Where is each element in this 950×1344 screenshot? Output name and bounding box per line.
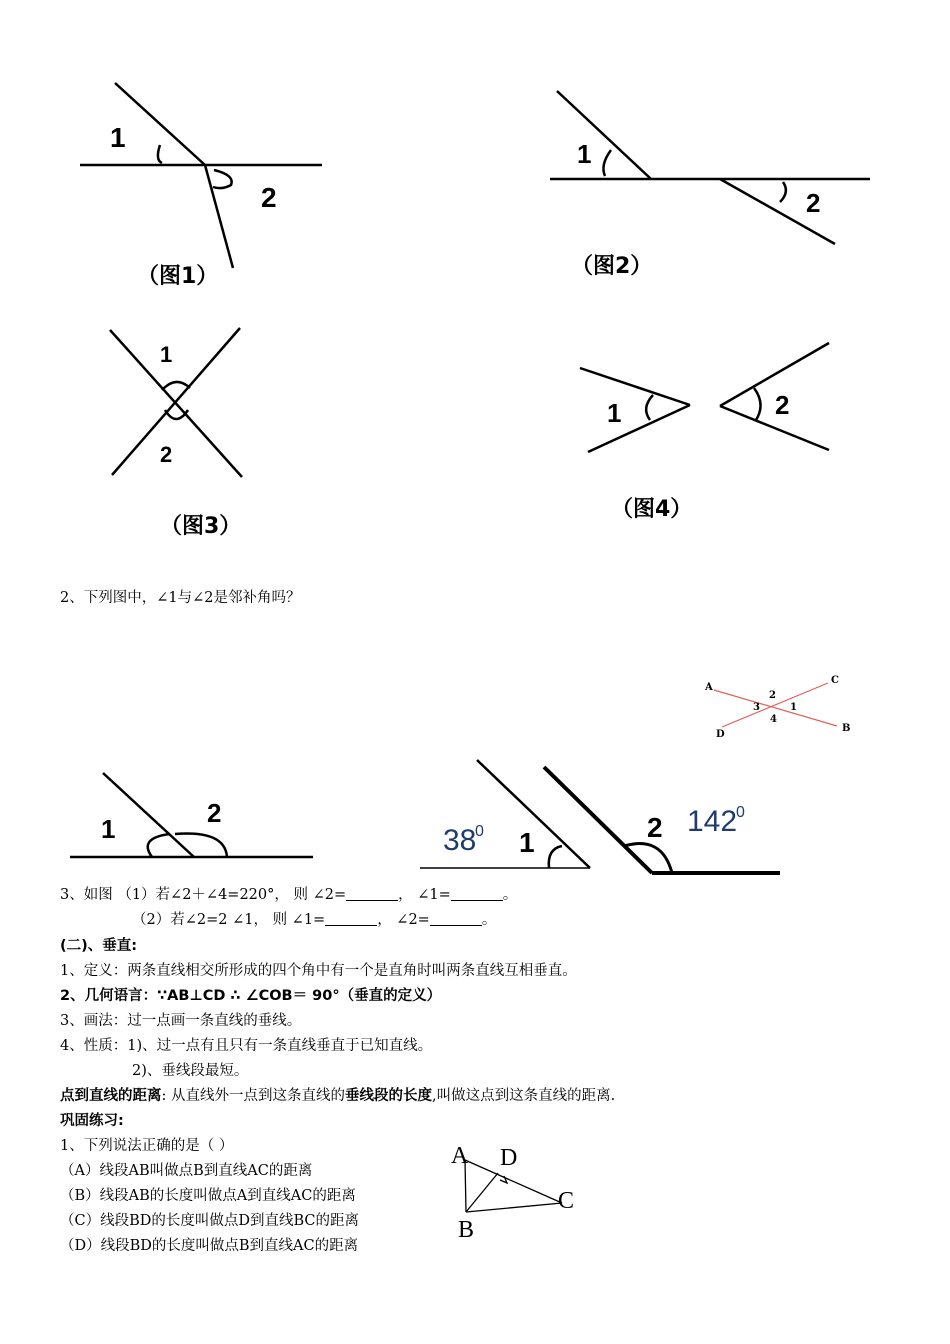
triangle-point-c: C: [558, 1188, 575, 1214]
fig6-angle1-arc: [549, 846, 562, 868]
distance-text-a: : 从直线外一点到这条直线的: [161, 1088, 345, 1104]
segment-bd: [466, 1173, 498, 1212]
point-c-label: C: [831, 675, 839, 686]
question-3-line-2: [132, 911, 496, 929]
triangle-point-b: B: [458, 1217, 475, 1243]
fig1-upper-ray: [115, 83, 205, 165]
fig4-angle1-label: 1: [607, 398, 622, 428]
fig6-angle2-label: 2: [647, 812, 663, 843]
geometry-language-item: 2、几何语言：∵AB⊥CD ∴ ∠COB＝ 90°（垂直的定义）: [60, 988, 442, 1004]
cross-angle1-label: 1: [790, 702, 797, 713]
fig2-angle1-label: 1: [577, 139, 592, 169]
figure-1: [80, 83, 322, 268]
fig1-angle2-arc: [213, 170, 232, 188]
cross-angle3-label: 3: [753, 702, 760, 713]
property-item-2: 2)、垂线段最短。: [132, 1063, 249, 1079]
mcq-question: 1、下列说法正确的是（ ）: [60, 1138, 234, 1154]
answer-blank-angle1-b[interactable]: [325, 911, 377, 926]
distance-definition: [60, 1087, 615, 1105]
mcq-option-c[interactable]: （C）线段BD的长度叫做点D到直线BC的距离: [60, 1213, 360, 1229]
fig4-angle2-arc: [754, 388, 761, 420]
fig1-angle2-label: 2: [261, 182, 277, 213]
fig2-angle1-arc: [603, 150, 611, 176]
figure-3: [110, 328, 242, 477]
fig1-angle1-label: 1: [110, 122, 126, 153]
fig3-angle2-label: 2: [160, 442, 173, 467]
q3-line2-text-b: ， ∠2=: [377, 912, 430, 928]
fig4-angle1-arc: [646, 395, 653, 420]
fig4-angle2-label: 2: [775, 390, 790, 420]
answer-blank-angle2-b[interactable]: [430, 911, 482, 926]
fig6-degree-142-sup: 0: [736, 804, 745, 821]
fig3-caption: （图3）: [160, 514, 242, 539]
fig2-angle2-arc: [780, 182, 786, 202]
definition-item: 1、定义：两条直线相交所形成的四个角中有一个是直角时叫两条直线互相垂直。: [60, 963, 577, 979]
point-d-label: D: [716, 729, 725, 740]
mcq-option-a[interactable]: （A）线段AB叫做点B到直线AC的距离: [60, 1163, 313, 1179]
section-title-perpendicular: (二)、垂直:: [60, 938, 138, 954]
fig5-angle2-label: 2: [207, 798, 222, 828]
fig4-caption: （图4）: [611, 497, 693, 522]
drawing-method-item: 3、画法：过一点画一条直线的垂线。: [60, 1013, 302, 1029]
fig6-degree-38: 38: [443, 824, 477, 857]
answer-blank-angle1[interactable]: [451, 886, 503, 901]
practice-title: 巩固练习:: [60, 1113, 124, 1129]
fig5-angle1-label: 1: [101, 814, 116, 844]
fig1-caption: （图1）: [137, 264, 219, 289]
side-bc: [466, 1203, 562, 1212]
distance-text-b: ,叫做这点到这条直线的距离.: [432, 1088, 616, 1104]
fig5-angle1-arc: [148, 834, 170, 857]
q3-line2-text-a: （2）若∠2=2 ∠1， 则 ∠1=: [132, 912, 326, 928]
mcq-option-d[interactable]: （D）线段BD的长度叫做点B到直线AC的距离: [60, 1238, 359, 1254]
q3-line1-text-a: 3、如图 （1）若∠2＋∠4=220°， 则 ∠2=: [60, 887, 347, 903]
fig1-angle1-arc: [158, 145, 162, 163]
fig4-left-upper: [580, 368, 690, 405]
fig6-degree-142: 142: [687, 805, 738, 838]
fig6-angle1-label: 1: [519, 827, 535, 858]
question-3-line-1: [60, 886, 517, 904]
triangle-point-a: A: [451, 1143, 469, 1169]
fig1-lower-ray: [205, 165, 233, 268]
fig6-right-ray: [544, 767, 652, 873]
q3-line1-text-b: ， ∠1=: [398, 887, 451, 903]
point-a-label: A: [705, 682, 713, 693]
figure-2: [550, 91, 870, 244]
distance-term: 点到直线的距离: [60, 1088, 162, 1104]
distance-key-term: 垂线段的长度: [345, 1088, 432, 1104]
q3-line2-text-c: 。: [481, 912, 497, 928]
fig3-angle1-label: 1: [160, 342, 173, 367]
fig2-angle2-label: 2: [806, 188, 821, 218]
cross-angle4-label: 4: [770, 714, 777, 725]
question-2: 2、下列图中，∠1与∠2是邻补角吗？: [60, 590, 301, 606]
property-item-1: 4、性质：1)、过一点有且只有一条直线垂直于已知直线。: [60, 1038, 433, 1054]
point-b-label: B: [842, 723, 851, 734]
q3-line1-text-c: 。: [502, 887, 518, 903]
triangle-point-d: D: [500, 1145, 518, 1171]
mcq-option-b[interactable]: （B）线段AB的长度叫做点A到直线AC的距离: [60, 1188, 356, 1204]
answer-blank-angle2[interactable]: [346, 886, 398, 901]
cross-angle2-label: 2: [769, 690, 776, 701]
fig2-caption: （图2）: [571, 254, 653, 279]
fig4-left-lower: [588, 405, 690, 452]
fig6-degree-38-sup: 0: [475, 823, 484, 840]
